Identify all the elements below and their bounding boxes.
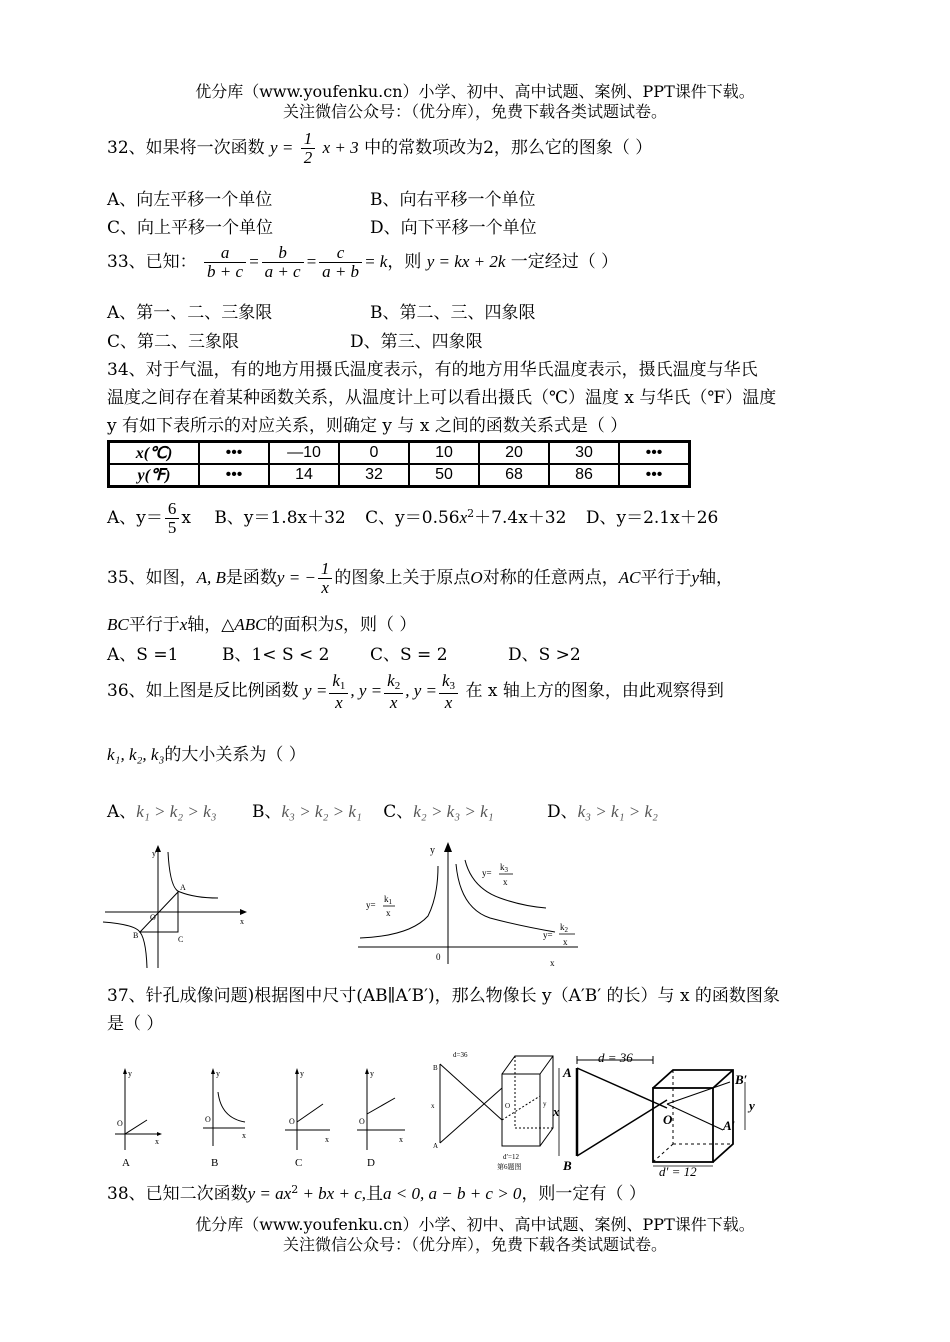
q32-option-b: B、向右平移一个单位: [370, 190, 536, 210]
q33-option-c: C、第二、三象限: [107, 332, 240, 352]
figure-35-hyperbola: [100, 840, 260, 970]
svg-text:y: y: [216, 1069, 220, 1078]
table-row: y(℉) ••• 14 32 50 68 86 •••: [109, 464, 690, 487]
q34-line-2: 温度之间存在着某种函数关系，从温度计上可以看出摄氏（℃）温度 x 与华氏（℉）温度: [107, 388, 777, 408]
fraction: $\frac{k_3}{x}$: [439, 672, 458, 711]
svg-text:x: x: [431, 1102, 435, 1110]
point-label: O: [150, 913, 156, 922]
header-line-1: 优分库（www.youfenku.cn）小学、初中、高中试题、案例、PPT课件下载。: [195, 82, 755, 101]
svg-text:O: O: [505, 1102, 511, 1110]
fraction: $\frac{1}{x}$: [318, 560, 333, 597]
q33-option-b: B、第二、三、四象限: [370, 303, 536, 323]
point-label: A: [180, 883, 186, 892]
q36-options: A、k₁ > k₂ > k₃ B、k₃ > k₂ > k₁ C、k₂ > k₃ > k₁ D、k₃ > k₁ > k₂: [107, 802, 658, 822]
svg-text:O: O: [359, 1117, 365, 1126]
svg-text:k1: $k_1$: [384, 894, 392, 906]
svg-text:x: x: [386, 908, 391, 918]
option-graph-b: [203, 1068, 246, 1169]
label-k3: [482, 862, 513, 887]
svg-text:d=36: d=36: [453, 1051, 468, 1059]
svg-text:x: x: [503, 877, 508, 887]
fraction: $\frac{c}{a + b}$: [319, 244, 362, 281]
question-33-stem: 33、已知： $\frac{a}{b + c}$ = $\frac{b}{a + c}$ = $\frac{c}{a + b}$ = k，则 y = kx + 2k 一定经过（ ）: [107, 243, 619, 281]
q34-options: A、y＝ $\frac{6}{5}$ x B、y＝1.8x＋32 C、$y=0.56x^2+7.4x+32$ D、y＝2.1x＋26: [107, 499, 719, 537]
svg-text:y=: y=: [482, 868, 492, 878]
svg-text:d′=12: d′=12: [503, 1153, 519, 1161]
table-row: x(℃) ••• —10 0 10 20 30 •••: [109, 442, 690, 465]
question-38-stem: 38、已知二次函数$y = ax^2$ + bx + c,且a < 0, a − b + c > 0，则一定有（ ）: [107, 1183, 646, 1204]
svg-text:A′: A′: [723, 1118, 736, 1133]
header-line-2: 关注微信公众号：（优分库），免费下载各类试题试卷。: [282, 102, 667, 121]
option-graph-d: [357, 1068, 405, 1169]
dimension-label: d = 36: [598, 1050, 633, 1065]
fraction: $\frac{a}{b + c}$: [204, 244, 246, 281]
dimension-label: d′ = 12: [659, 1164, 697, 1179]
fraction: $\frac{k_1}{x}$: [329, 672, 348, 711]
q34-line-3: y 有如下表所示的对应关系，则确定 y 与 x 之间的函数关系式是（ ）: [107, 416, 628, 436]
svg-text:y: y: [128, 1069, 132, 1078]
point-label: C: [178, 935, 184, 944]
hyperbola-branch: [168, 852, 218, 898]
fraction: $\frac{1}{2}$: [301, 130, 316, 167]
svg-text:B: B: [433, 1064, 438, 1072]
fraction: $\frac{b}{a + c}$: [262, 244, 304, 281]
temperature-table: [107, 440, 691, 488]
q35-option-c: C、S = 2: [370, 645, 448, 665]
q35-option-a: A、S =1: [107, 645, 179, 665]
svg-text:A: A: [122, 1157, 130, 1169]
question-35-stem-2: BC平行于x轴，△ABC的面积为S，则（ ）: [107, 615, 417, 635]
svg-text:O: O: [289, 1117, 295, 1126]
axis-label: x: [240, 917, 244, 926]
axis-label: y: [430, 845, 435, 856]
q32-option-d: D、向下平移一个单位: [370, 218, 537, 238]
q37-line-2: 是（ ）: [107, 1014, 164, 1034]
svg-text:B: B: [563, 1158, 572, 1173]
q33-option-a: A、第一、二、三象限: [107, 303, 273, 323]
svg-text:B: B: [211, 1157, 219, 1169]
y-axis-arrow: [444, 842, 452, 852]
q34-line-1: 34、对于气温，有的地方用摄氏温度表示，有的地方用华氏温度表示，摄氏温度与华氏: [107, 360, 758, 380]
label-k2: [543, 922, 575, 947]
footer-line-1: 优分库（www.youfenku.cn）小学、初中、高中试题、案例、PPT课件下载。: [195, 1215, 755, 1234]
svg-text:B′: B′: [735, 1072, 748, 1087]
point-label: B: [133, 931, 139, 940]
fraction: $\frac{k_2}{x}$: [384, 672, 403, 711]
svg-text:y: y: [300, 1069, 304, 1078]
svg-text:y: y: [370, 1069, 374, 1078]
svg-text:x: x: [563, 937, 568, 947]
svg-text:O: O: [117, 1119, 123, 1128]
svg-text:y: y: [749, 1098, 755, 1113]
svg-text:x: x: [155, 1137, 159, 1146]
svg-text:O: O: [663, 1112, 673, 1127]
svg-text:y=: y=: [366, 900, 376, 910]
svg-text:O: O: [205, 1115, 211, 1124]
figure-36-hyperbolas: [350, 836, 590, 971]
question-36-stem: 36、如上图是反比例函数 y = $\frac{k_1}{x}$ , y = $\frac{k_2}{x}$ , y = $\frac{k_3}{x}$ 在 x 轴上方的图象，由此观察得到: [107, 671, 724, 712]
q37-pinhole-figure: [555, 1048, 775, 1178]
q37-line-1: 37、针孔成像问题)根据图中尺寸(AB∥A′B′)，那么物像长 y（A′B′ 的长）与 x 的函数图象: [107, 986, 780, 1006]
question-32-stem: 32、如果将一次函数 y = $\frac{1}{2}$ x + 3 中的常数项改为2，那么它的图象（ ）: [107, 129, 653, 167]
q37-small-pinhole-figure: [425, 1048, 560, 1173]
footer-line-2: 关注微信公众号：（优分库），免费下载各类试题试卷。: [282, 1235, 667, 1254]
svg-text:D: D: [367, 1157, 375, 1169]
axis-label: x: [550, 958, 555, 968]
q32-option-c: C、向上平移一个单位: [107, 218, 274, 238]
svg-text:第6题图: 第6题图: [497, 1163, 522, 1171]
option-graph-a: [115, 1068, 162, 1169]
svg-text:C: C: [295, 1157, 303, 1169]
svg-text:y=: y=: [543, 930, 553, 940]
svg-text:x: x: [242, 1131, 246, 1140]
q32-option-a: A、向左平移一个单位: [107, 190, 273, 210]
question-36-stem-2: k₁, k₂, k₃的大小关系为（ ）: [107, 745, 306, 765]
fraction: $\frac{6}{5}$: [165, 500, 180, 537]
hyperbola-branch: [103, 922, 147, 968]
x-axis-arrow: [240, 909, 247, 915]
q35-option-b: B、1< S < 2: [222, 645, 330, 665]
option-graph-c: [285, 1068, 330, 1169]
svg-text:A: A: [433, 1142, 439, 1150]
svg-text:k3: $k_3$: [500, 862, 508, 874]
q37-option-graphs: [105, 1062, 415, 1174]
axis-label: y: [152, 849, 156, 858]
q33-option-d: D、第三、四象限: [350, 332, 483, 352]
question-35-stem: 35、如图，A, B是函数y = − $\frac{1}{x}$ 的图象上关于原点O对称的任意两点，AC平行于y轴，: [107, 559, 733, 597]
svg-text:x: x: [553, 1104, 560, 1119]
svg-text:y: y: [543, 1100, 547, 1108]
svg-text:x: x: [325, 1135, 329, 1144]
svg-text:k2: $k_2$: [560, 922, 568, 934]
label-k1: [366, 894, 395, 918]
origin-label: 0: [436, 952, 441, 962]
svg-text:x: x: [399, 1135, 403, 1144]
q35-option-d: D、S >2: [508, 645, 581, 665]
svg-text:A: A: [563, 1065, 572, 1080]
